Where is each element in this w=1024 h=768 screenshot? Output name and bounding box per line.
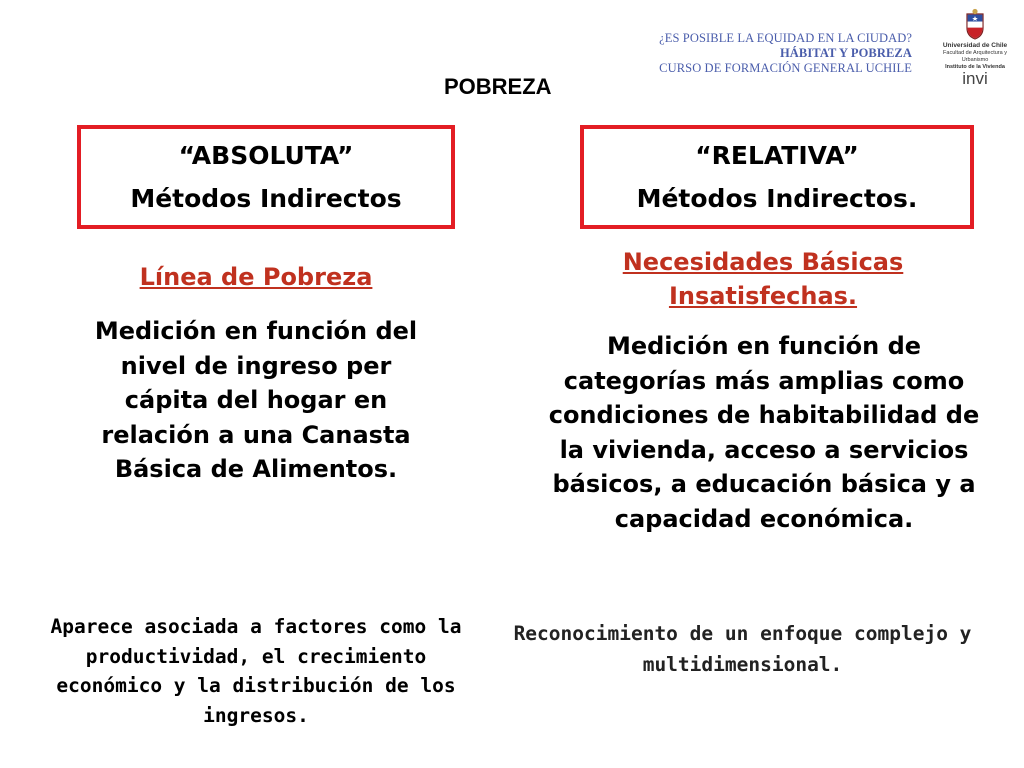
logo-invi-wordmark: invi — [962, 69, 988, 88]
page-title: POBREZA — [444, 74, 552, 99]
university-logo — [930, 8, 1020, 88]
poverty-line-heading: Línea de Pobreza — [139, 263, 373, 291]
absolute-footnote: Aparece asociada a factores como la productividad, el crecimiento económico y la distribución de los ingresos. — [50, 615, 462, 727]
relative-method: Métodos Indirectos. — [636, 184, 918, 213]
relative-poverty-box — [580, 125, 974, 229]
absolute-poverty-box — [77, 125, 455, 229]
header-line-question: ¿ES POSIBLE LA EQUIDAD EN LA CIUDAD? — [659, 31, 912, 45]
header-line-course: CURSO DE FORMACIÓN GENERAL UCHILE — [659, 61, 912, 75]
unmet-needs-heading: Necesidades Básicas Insatisfechas. — [622, 248, 904, 310]
course-header — [659, 31, 912, 76]
relative-label: “RELATIVA” — [695, 141, 859, 170]
logo-faculty-name: Facultad de Arquitectura y Urbanismo — [943, 50, 1007, 63]
poverty-line-description: Medición en función del nivel de ingreso per cápita del hogar en relación a una Canasta Básica de Alimentos. — [94, 317, 418, 483]
relative-footnote: Reconocimiento de un enfoque complejo y multidimensional. — [513, 622, 972, 676]
logo-institute-name: Instituto de la Vivienda — [945, 64, 1005, 70]
absolute-method: Métodos Indirectos — [130, 184, 402, 213]
absolute-label: “ABSOLUTA” — [178, 141, 354, 170]
logo-university-name: Universidad de Chile — [942, 42, 1008, 49]
header-line-topic: HÁBITAT Y POBREZA — [779, 46, 912, 60]
university-crest-icon — [964, 8, 986, 40]
unmet-needs-description: Medición en función de categorías más amplias como condiciones de habitabilidad de la vivienda, acceso a servicios básicos, a educación básica y a capacidad económica. — [548, 332, 980, 533]
